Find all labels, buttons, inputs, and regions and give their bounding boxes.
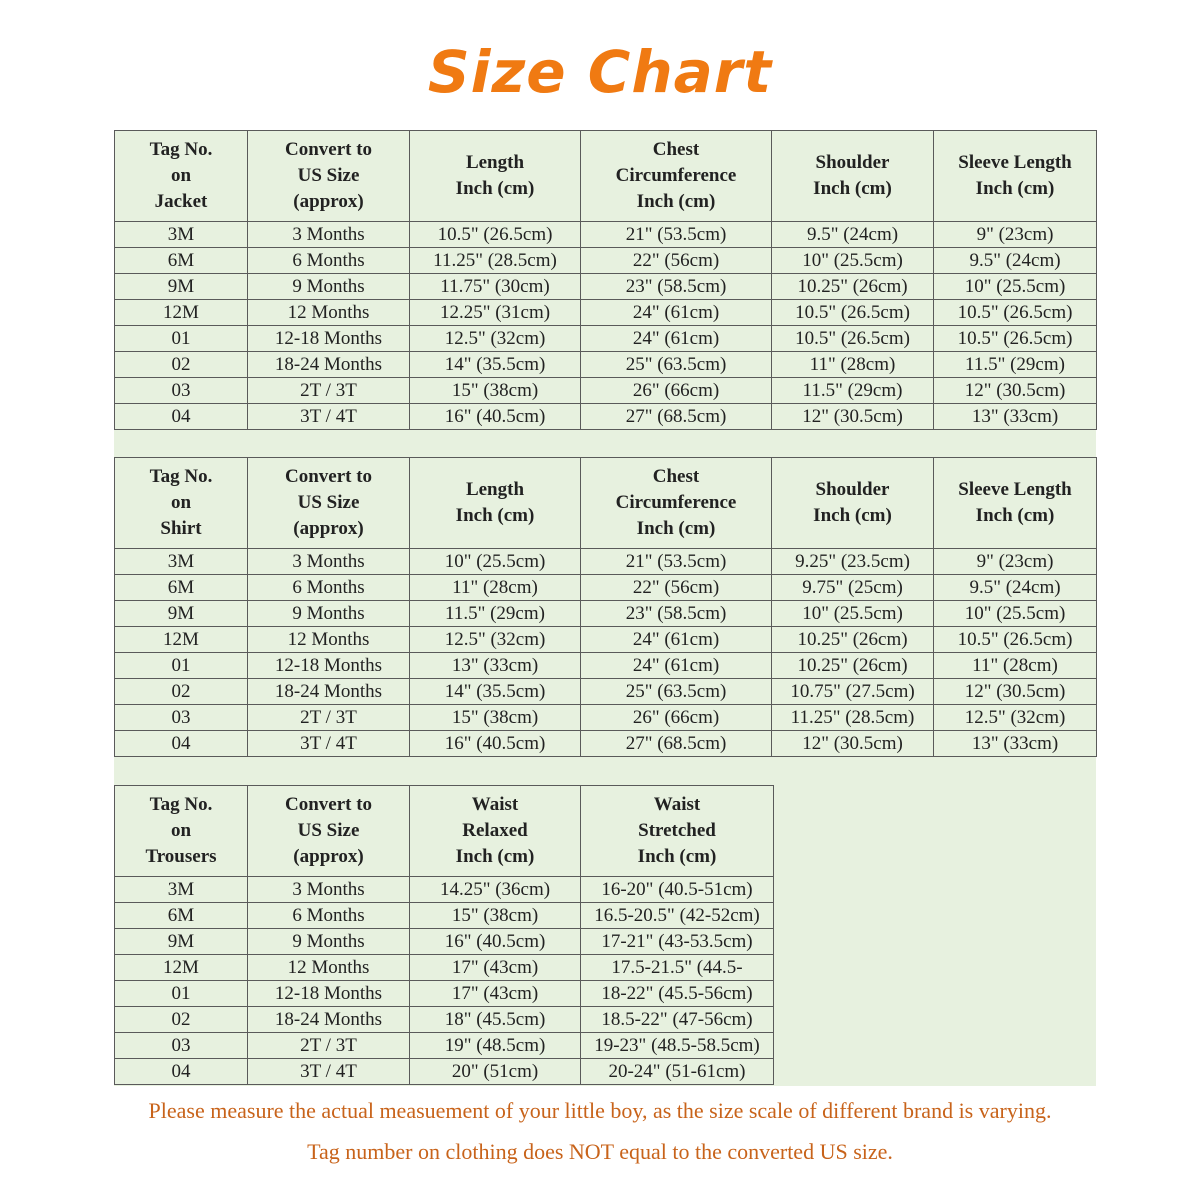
column-header-line: Sleeve Length <box>958 152 1072 173</box>
table-row <box>115 1033 774 1059</box>
column-header-line: Inch (cm) <box>637 846 717 867</box>
column-header <box>248 131 410 222</box>
tag-number-cell: 03 <box>115 378 248 404</box>
tag-number-cell: 04 <box>115 404 248 430</box>
table-cell: 16" (40.5cm) <box>410 929 581 955</box>
table-cell: 26" (66cm) <box>581 705 772 731</box>
column-header-line: Inch (cm) <box>813 505 892 526</box>
table-cell: 12.25" (31cm) <box>410 300 581 326</box>
table-cell: 11" (28cm) <box>772 352 934 378</box>
table-cell: 10.5" (26.5cm) <box>772 300 934 326</box>
tag-number-cell: 3M <box>115 877 248 903</box>
table-row <box>115 653 1097 679</box>
column-header-line: Jacket <box>154 191 208 212</box>
column-header-line: (approx) <box>293 518 364 539</box>
column-header-line: Tag No. <box>149 794 213 815</box>
table-cell: 3 Months <box>248 549 410 575</box>
table-cell: 10" (25.5cm) <box>410 549 581 575</box>
table-cell: 16" (40.5cm) <box>410 404 581 430</box>
table-cell: 12" (30.5cm) <box>772 404 934 430</box>
column-header <box>410 131 581 222</box>
table-cell: 26" (66cm) <box>581 378 772 404</box>
table-cell: 12.5" (32cm) <box>410 326 581 352</box>
column-header-line: Inch (cm) <box>455 178 535 199</box>
table-cell: 16-20" (40.5-51cm) <box>581 877 774 903</box>
table-row <box>115 378 1097 404</box>
table-cell: 19" (48.5cm) <box>410 1033 581 1059</box>
table-cell: 25" (63.5cm) <box>581 679 772 705</box>
table-cell: 18.5-22" (47-56cm) <box>581 1007 774 1033</box>
table-cell: 24" (61cm) <box>581 326 772 352</box>
table-cell: 13" (33cm) <box>934 404 1097 430</box>
table-cell: 15" (38cm) <box>410 903 581 929</box>
table-cell: 9.5" (24cm) <box>772 222 934 248</box>
table-row <box>115 575 1097 601</box>
table-cell: 9.5" (24cm) <box>934 248 1097 274</box>
table-cell: 17" (43cm) <box>410 981 581 1007</box>
header-row <box>115 131 1097 222</box>
column-header <box>581 786 774 877</box>
shirt-size-table <box>114 457 1097 757</box>
tag-number-cell: 02 <box>115 352 248 378</box>
table-cell: 27" (68.5cm) <box>581 404 772 430</box>
table-cell: 13" (33cm) <box>934 731 1097 757</box>
table-row <box>115 1059 774 1085</box>
table-cell: 10.75" (27.5cm) <box>772 679 934 705</box>
column-header-line: Shirt <box>160 518 202 539</box>
column-header-line: Shoulder <box>815 479 890 500</box>
column-header <box>248 786 410 877</box>
table-row <box>115 705 1097 731</box>
tag-number-cell: 02 <box>115 1007 248 1033</box>
table-cell: 10.25" (26cm) <box>772 653 934 679</box>
column-header-line: Circumference <box>615 165 737 186</box>
column-header-line: on <box>170 492 192 513</box>
table-row <box>115 300 1097 326</box>
column-header-line: Inch (cm) <box>455 505 535 526</box>
table-cell: 11.25" (28.5cm) <box>772 705 934 731</box>
table-cell: 11.75" (30cm) <box>410 274 581 300</box>
table-cell: 21" (53.5cm) <box>581 222 772 248</box>
table-cell: 18-24 Months <box>248 679 410 705</box>
table-cell: 18-24 Months <box>248 1007 410 1033</box>
table-cell: 2T / 3T <box>248 705 410 731</box>
table-cell: 10.5" (26.5cm) <box>934 326 1097 352</box>
tag-number-cell: 12M <box>115 955 248 981</box>
column-header-line: Circumference <box>615 492 737 513</box>
table-cell: 10.5" (26.5cm) <box>934 627 1097 653</box>
column-header <box>581 131 772 222</box>
column-header <box>410 458 581 549</box>
tag-number-cell: 3M <box>115 549 248 575</box>
table-cell: 12 Months <box>248 955 410 981</box>
table-cell: 16" (40.5cm) <box>410 731 581 757</box>
tag-number-cell: 03 <box>115 1033 248 1059</box>
table-cell: 9" (23cm) <box>934 222 1097 248</box>
column-header-line: US Size <box>297 492 360 513</box>
table-row <box>115 601 1097 627</box>
table-cell: 12" (30.5cm) <box>934 679 1097 705</box>
table-row <box>115 627 1097 653</box>
tag-number-cell: 3M <box>115 222 248 248</box>
tag-number-cell: 12M <box>115 627 248 653</box>
table-cell: 3 Months <box>248 877 410 903</box>
column-header-line: Convert to <box>284 466 373 487</box>
table-cell: 3T / 4T <box>248 731 410 757</box>
tag-number-cell: 9M <box>115 929 248 955</box>
column-header-line: Convert to <box>284 794 373 815</box>
table-cell: 9 Months <box>248 274 410 300</box>
column-header-line: Inch (cm) <box>813 178 892 199</box>
table-row <box>115 955 774 981</box>
table-cell: 6 Months <box>248 575 410 601</box>
column-header-line: Stretched <box>638 820 716 841</box>
table-cell: 2T / 3T <box>248 378 410 404</box>
column-header-line: Waist <box>653 794 701 815</box>
table-row <box>115 929 774 955</box>
table-cell: 22" (56cm) <box>581 575 772 601</box>
tag-number-cell: 02 <box>115 679 248 705</box>
table-cell: 25" (63.5cm) <box>581 352 772 378</box>
table-cell: 19-23" (48.5-58.5cm) <box>581 1033 774 1059</box>
table-cell: 12" (30.5cm) <box>772 731 934 757</box>
table-cell: 10" (25.5cm) <box>772 248 934 274</box>
tag-number-cell: 04 <box>115 731 248 757</box>
column-header-line: Length <box>465 479 525 500</box>
table-row <box>115 326 1097 352</box>
table-cell: 10" (25.5cm) <box>772 601 934 627</box>
table-cell: 12-18 Months <box>248 326 410 352</box>
table-cell: 3T / 4T <box>248 404 410 430</box>
column-header-line: Inch (cm) <box>975 178 1055 199</box>
table-cell: 12" (30.5cm) <box>934 378 1097 404</box>
table-row <box>115 352 1097 378</box>
table-cell: 3T / 4T <box>248 1059 410 1085</box>
column-header-line: on <box>170 820 192 841</box>
table-cell: 2T / 3T <box>248 1033 410 1059</box>
column-header-line: Convert to <box>284 139 373 160</box>
column-header-line: (approx) <box>293 191 364 212</box>
jacket-size-table <box>114 130 1097 430</box>
table-cell: 17.5-21.5" (44.5- <box>581 955 774 981</box>
column-header <box>410 786 581 877</box>
column-header-line: Relaxed <box>462 820 528 841</box>
table-cell: 17-21" (43-53.5cm) <box>581 929 774 955</box>
page-title: Size Chart <box>427 38 773 106</box>
column-header <box>934 131 1097 222</box>
table-cell: 10" (25.5cm) <box>934 274 1097 300</box>
column-header-line: Tag No. <box>149 466 213 487</box>
table-cell: 27" (68.5cm) <box>581 731 772 757</box>
column-header-line: Chest <box>652 139 700 160</box>
table-cell: 9" (23cm) <box>934 549 1097 575</box>
header-row <box>115 786 774 877</box>
column-header-line: Inch (cm) <box>975 505 1055 526</box>
table-cell: 14.25" (36cm) <box>410 877 581 903</box>
column-header-line: Sleeve Length <box>958 479 1072 500</box>
tag-number-cell: 6M <box>115 903 248 929</box>
table-cell: 11.25" (28.5cm) <box>410 248 581 274</box>
table-row <box>115 981 774 1007</box>
table-row <box>115 248 1097 274</box>
column-header-line: (approx) <box>293 846 364 867</box>
table-cell: 13" (33cm) <box>410 653 581 679</box>
table-cell: 10.5" (26.5cm) <box>772 326 934 352</box>
table-cell: 11" (28cm) <box>934 653 1097 679</box>
table-cell: 11.5" (29cm) <box>934 352 1097 378</box>
table-cell: 10.25" (26cm) <box>772 627 934 653</box>
column-header <box>115 131 248 222</box>
table-cell: 9 Months <box>248 601 410 627</box>
table-cell: 17" (43cm) <box>410 955 581 981</box>
table-cell: 23" (58.5cm) <box>581 601 772 627</box>
column-header-line: Length <box>465 152 525 173</box>
table-cell: 18-24 Months <box>248 352 410 378</box>
table-row <box>115 679 1097 705</box>
column-header-line: Chest <box>652 466 700 487</box>
header-row <box>115 458 1097 549</box>
table-cell: 24" (61cm) <box>581 627 772 653</box>
table-cell: 12.5" (32cm) <box>410 627 581 653</box>
table-cell: 16.5-20.5" (42-52cm) <box>581 903 774 929</box>
table-row <box>115 877 774 903</box>
table-cell: 6 Months <box>248 903 410 929</box>
trousers-size-table <box>114 785 774 1085</box>
table-cell: 3 Months <box>248 222 410 248</box>
column-header <box>772 458 934 549</box>
table-cell: 12 Months <box>248 300 410 326</box>
tag-number-note: Tag number on clothing does NOT equal to the converted US size. <box>307 1139 893 1164</box>
column-header-line: Inch (cm) <box>636 518 716 539</box>
table-row <box>115 274 1097 300</box>
tag-number-cell: 9M <box>115 601 248 627</box>
column-header-line: Inch (cm) <box>455 846 535 867</box>
column-header-line: Tag No. <box>149 139 213 160</box>
table-cell: 20-24" (51-61cm) <box>581 1059 774 1085</box>
tag-number-cell: 01 <box>115 326 248 352</box>
table-cell: 6 Months <box>248 248 410 274</box>
table-cell: 9.5" (24cm) <box>934 575 1097 601</box>
tag-number-cell: 12M <box>115 300 248 326</box>
table-cell: 14" (35.5cm) <box>410 679 581 705</box>
table-cell: 11.5" (29cm) <box>772 378 934 404</box>
column-header <box>115 786 248 877</box>
table-cell: 15" (38cm) <box>410 705 581 731</box>
table-cell: 9 Months <box>248 929 410 955</box>
table-cell: 10" (25.5cm) <box>934 601 1097 627</box>
table-cell: 10.5" (26.5cm) <box>410 222 581 248</box>
column-header-line: on <box>170 165 192 186</box>
table-cell: 20" (51cm) <box>410 1059 581 1085</box>
column-header <box>115 458 248 549</box>
column-header-line: US Size <box>297 165 360 186</box>
table-cell: 21" (53.5cm) <box>581 549 772 575</box>
table-row <box>115 549 1097 575</box>
table-cell: 24" (61cm) <box>581 300 772 326</box>
tag-number-cell: 01 <box>115 653 248 679</box>
table-cell: 14" (35.5cm) <box>410 352 581 378</box>
table-cell: 11" (28cm) <box>410 575 581 601</box>
table-cell: 11.5" (29cm) <box>410 601 581 627</box>
table-cell: 12-18 Months <box>248 981 410 1007</box>
table-cell: 9.25" (23.5cm) <box>772 549 934 575</box>
column-header-line: Waist <box>471 794 519 815</box>
table-cell: 12 Months <box>248 627 410 653</box>
tag-number-cell: 9M <box>115 274 248 300</box>
column-header <box>772 131 934 222</box>
table-cell: 22" (56cm) <box>581 248 772 274</box>
column-header-line: Inch (cm) <box>636 191 716 212</box>
table-cell: 12.5" (32cm) <box>934 705 1097 731</box>
tag-number-cell: 6M <box>115 575 248 601</box>
column-header-line: Trousers <box>145 846 217 867</box>
column-header-line: US Size <box>297 820 360 841</box>
measurement-note: Please measure the actual measuement of your little boy, as the size scale of different brand is varying. <box>148 1098 1052 1123</box>
column-header-line: Shoulder <box>815 152 890 173</box>
table-cell: 23" (58.5cm) <box>581 274 772 300</box>
column-header <box>248 458 410 549</box>
table-cell: 24" (61cm) <box>581 653 772 679</box>
table-cell: 10.5" (26.5cm) <box>934 300 1097 326</box>
table-row <box>115 404 1097 430</box>
tag-number-cell: 04 <box>115 1059 248 1085</box>
table-cell: 18" (45.5cm) <box>410 1007 581 1033</box>
table-cell: 15" (38cm) <box>410 378 581 404</box>
tag-number-cell: 6M <box>115 248 248 274</box>
table-row <box>115 1007 774 1033</box>
column-header <box>934 458 1097 549</box>
table-cell: 18-22" (45.5-56cm) <box>581 981 774 1007</box>
table-cell: 12-18 Months <box>248 653 410 679</box>
tag-number-cell: 03 <box>115 705 248 731</box>
table-row <box>115 903 774 929</box>
table-row <box>115 222 1097 248</box>
table-cell: 9.75" (25cm) <box>772 575 934 601</box>
table-cell: 10.25" (26cm) <box>772 274 934 300</box>
column-header <box>581 458 772 549</box>
table-row <box>115 731 1097 757</box>
tag-number-cell: 01 <box>115 981 248 1007</box>
